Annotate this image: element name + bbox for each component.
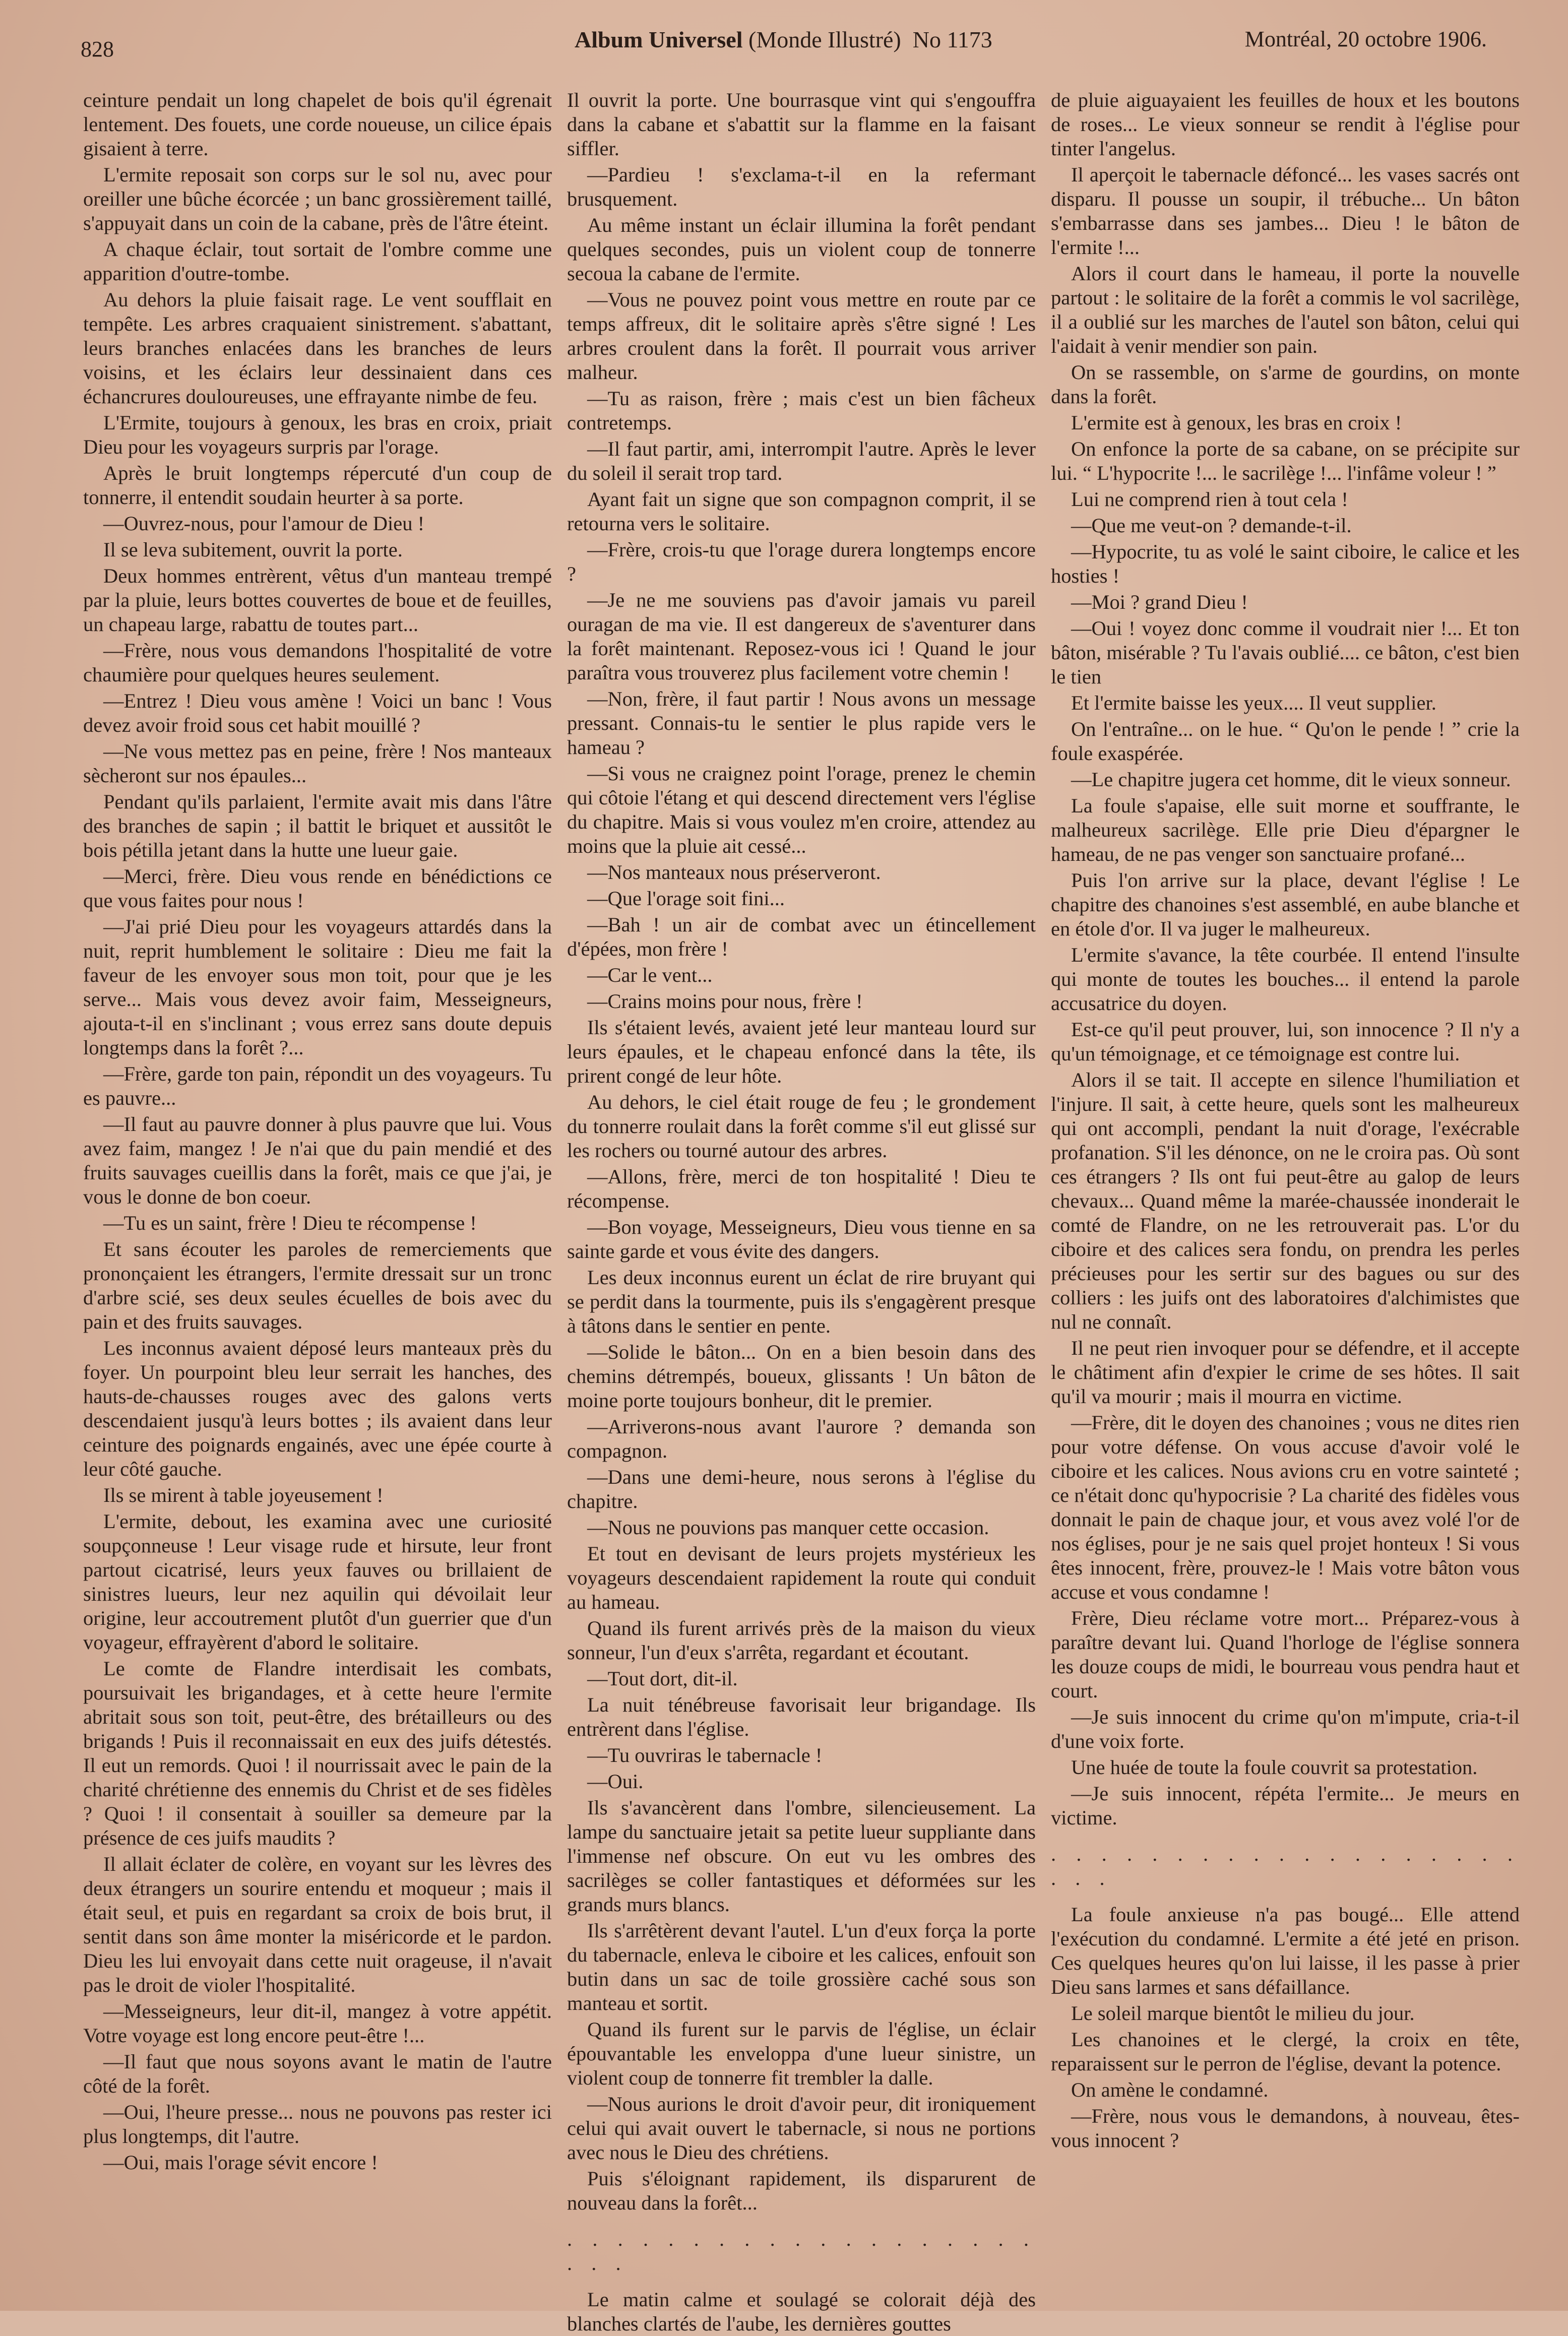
paragraph: —Ouvrez-nous, pour l'amour de Dieu !: [103, 512, 425, 535]
paragraph: Il se leva subitement, ouvrit la porte.: [103, 538, 403, 561]
paragraph: —Bon voyage, Messeigneurs, Dieu vous tienne en sa sainte garde et vous évite des dangers.: [567, 1216, 1036, 1262]
paragraph: —Moi ? grand Dieu !: [1071, 591, 1248, 613]
paragraph: L'ermite, debout, les examina avec une curiosité soupçonneuse ! Leur visage rude et hirsute, leur front partout cicatrisé, leurs yeux fauves ou brillaient de sinistres lueurs, leur nez aquilin qui dévoilait leur origine, leur accoutrement plutôt d'un guerrier que d'un voyageur, effrayèrent d'abord le solitaire.: [83, 1510, 552, 1654]
paragraph: —Je suis innocent du crime qu'on m'impute, cria-t-il d'une voix forte.: [1051, 1706, 1520, 1752]
paragraph: Ayant fait un signe que son compagnon comprit, il se retourna vers le solitaire.: [567, 488, 1036, 535]
paragraph: —Je ne me souviens pas d'avoir jamais vu pareil ouragan de ma vie. Il est dangereux de s'aventurer dans la forêt maintenant. Reposez-vous ici ! Quand le jour paraîtra vous trouverez plus facilement votre chemin !: [567, 589, 1036, 684]
paragraph: Est-ce qu'il peut prouver, lui, son innocence ? Il n'y a qu'un témoignage, et ce témoignage est contre lui.: [1051, 1018, 1520, 1065]
paragraph: —Il faut au pauvre donner à plus pauvre que lui. Vous avez faim, mangez ! Je n'ai que du pain mendié et des fruits sauvages cueillis dans la forêt, mais ce que j'ai, je vous le donne de bon coeur.: [83, 1113, 552, 1208]
paragraph: —Il faut partir, ami, interrompit l'autre. Après le lever du soleil il serait trop tard.: [567, 437, 1036, 484]
paragraph: —Le chapitre jugera cet homme, dit le vieux sonneur.: [1071, 768, 1511, 791]
paragraph: —Entrez ! Dieu vous amène ! Voici un banc ! Vous devez avoir froid sous cet habit mouillé ?: [83, 689, 552, 736]
paragraph: —Frère, dit le doyen des chanoines ; vous ne dites rien pour votre défense. On vous accuse d'avoir volé le ciboire et les calices. Nous avions cru en votre sainteté ; ce n'était donc qu'hypocrisie ? La charité des fidèles vous donnait le pain de chaque jour, et vous avez volé l'or de nos églises, pour je ne sais quel projet honteux ! Si vous êtes innocent, frère, prouvez-le ! Mais votre bâton vous accuse et vous condamne !: [1051, 1411, 1520, 1603]
paragraph: —Non, frère, il faut partir ! Nous avons un message pressant. Connais-tu le sentier le plus rapide vers le hameau ?: [567, 687, 1036, 759]
paragraph: —Nous ne pouvions pas manquer cette occasion.: [587, 1516, 989, 1539]
paragraph: . . . . . . . . . . . . . . . . . . . . . .: [1051, 1843, 1520, 1889]
paragraph: —J'ai prié Dieu pour les voyageurs attardés dans la nuit, reprit humblement le solitaire : Dieu me fait la faveur de les envoyer sous mon toit, pour que je les serve... Mais vous devez avoir faim, Messeigneurs, ajouta-t-il en s'inclinant ; vous errez sans doute depuis longtemps dans la forêt ?...: [83, 915, 552, 1059]
paragraph: Puis l'on arrive sur la place, devant l'église ! Le chapitre des chanoines s'est assemblé, en aube blanche et en étole d'or. Il va juger le malheureux.: [1051, 869, 1520, 940]
paragraph: Et tout en devisant de leurs projets mystérieux les voyageurs descendaient rapidement la route qui conduit au hameau.: [567, 1542, 1036, 1613]
paragraph: On enfonce la porte de sa cabane, on se précipite sur lui. “ L'hypocrite !... le sacrilège !... l'infâme voleur ! ”: [1051, 437, 1520, 484]
paragraph: La nuit ténébreuse favorisait leur brigandage. Ils entrèrent dans l'église.: [567, 1693, 1036, 1740]
paragraph: L'Ermite, toujours à genoux, les bras en croix, priait Dieu pour les voyageurs surpris par l'orage.: [83, 411, 552, 458]
page-header: [81, 26, 1487, 67]
paragraph: —Tu ouvriras le tabernacle !: [587, 1744, 823, 1766]
paragraph: —Frère, crois-tu que l'orage durera longtemps encore ?: [567, 538, 1036, 585]
paragraph: —Nous aurions le droit d'avoir peur, dit ironiquement celui qui avait ouvert le tabernacle, si nous ne portions avec nous le Dieu des chrétiens.: [567, 2093, 1036, 2164]
paragraph: Il allait éclater de colère, en voyant sur les lèvres des deux étrangers un sourire entendu et moqueur ; mais il était seul, et puis en regardant sa croix de bois brut, il sentit dans son âme monter la miséricorde et le pardon. Dieu les lui envoyait dans cette nuit orageuse, il n'avait pas le droit de violer l'hospitalité.: [83, 1853, 552, 1996]
paragraph: Après le bruit longtemps répercuté d'un coup de tonnerre, il entendit soudain heurter à sa porte.: [83, 462, 552, 509]
text-column-1: [83, 88, 552, 2296]
paragraph: —Je suis innocent, répéta l'ermite... Je meurs en victime.: [1051, 1782, 1520, 1829]
paragraph: L'ermite s'avance, la tête courbée. Il entend l'insulte qui monte de toutes les bouches... il entend la parole accusatrice du doyen.: [1051, 943, 1520, 1015]
paragraph: —Dans une demi-heure, nous serons à l'église du chapitre.: [567, 1466, 1036, 1512]
issue-date: Montréal, 20 octobre 1906.: [1244, 27, 1487, 51]
paragraph: —Messeigneurs, leur dit-il, mangez à votre appétit. Votre voyage est long encore peut-être !...: [83, 2000, 552, 2047]
paragraph: Au même instant un éclair illumina la forêt pendant quelques secondes, puis un violent coup de tonnerre secoua la cabane de l'ermite.: [567, 214, 1036, 285]
paragraph: Les inconnus avaient déposé leurs manteaux près du foyer. Un pourpoint bleu leur serrait les hanches, des hauts-de-chausses rouges avec des galons verts descendaient jusqu'à leurs bottes ; ils avaient dans leur ceinture des poignards engainés, avec une épée courte à leur côté gauche.: [83, 1337, 552, 1480]
paragraph: Ils s'avancèrent dans l'ombre, silencieusement. La lampe du sanctuaire jetait sa petite lueur suppliante dans l'immense nef obscure. On eut vu les ombres des sacrilèges se coller fantastiques et déformées sur les grands murs blancs.: [567, 1796, 1036, 1916]
paragraph: —Que me veut-on ? demande-t-il.: [1071, 514, 1352, 537]
paragraph: Ils s'arrêtèrent devant l'autel. L'un d'eux força la porte du tabernacle, enleva le ciboire et les calices, enfouit son butin dans un sac de toile grossière caché sous son manteau et sortit.: [567, 1919, 1036, 2014]
paragraph: —Solide le bâton... On en a bien besoin dans des chemins détrempés, boueux, glissants ! Un bâton de moine porte toujours bonheur, dit le premier.: [567, 1341, 1036, 1412]
paragraph: L'ermite reposait son corps sur le sol nu, avec pour oreiller une bûche écorcée ; un banc grossièrement taillé, s'appuyait dans un coin de la cabane, près de l'âtre éteint.: [83, 163, 552, 234]
paragraph: Le matin calme et soulagé se colorait déjà des blanches clartés de l'aube, les dernières gouttes: [567, 2288, 1036, 2335]
paragraph: L'ermite est à genoux, les bras en croix !: [1071, 411, 1402, 434]
paragraph: —Oui.: [587, 1770, 644, 1793]
paragraph: —Frère, nous vous demandons l'hospitalité de votre chaumière pour quelques heures seulement.: [83, 639, 552, 686]
paragraph: —Frère, nous vous le demandons, à nouveau, êtes-vous innocent ?: [1051, 2105, 1520, 2152]
paragraph: Pendant qu'ils parlaient, l'ermite avait mis dans l'âtre des branches de sapin ; il battit le briquet et aussitôt le bois pétilla jetant dans la hutte une lueur gaie.: [83, 790, 552, 861]
paragraph: Il ouvrit la porte. Une bourrasque vint qui s'engouffra dans la cabane et s'abattit sur la flamme en la faisant siffler.: [567, 89, 1036, 160]
paragraph: —Merci, frère. Dieu vous rende en bénédictions ce que vous faites pour nous !: [83, 865, 552, 912]
paragraph: Alors il court dans le hameau, il porte la nouvelle partout : le solitaire de la forêt a commis le vol sacrilège, il a oublié sur les marches de l'autel son bâton, celui qui l'aidait à venir mendier son pain.: [1051, 262, 1520, 357]
paragraph: —Tu es un saint, frère ! Dieu te récompense !: [103, 1212, 477, 1234]
paragraph: —Hypocrite, tu as volé le saint ciboire, le calice et les hosties !: [1051, 540, 1520, 587]
paragraph: —Bah ! un air de combat avec un étincellement d'épées, mon frère !: [567, 913, 1036, 960]
paragraph: Et l'ermite baisse les yeux.... Il veut supplier.: [1071, 691, 1436, 714]
paragraph: —Allons, frère, merci de ton hospitalité ! Dieu te récompense.: [567, 1165, 1036, 1212]
paragraph: . . . . . . . . . . . . . . . . . . . . . .: [567, 2228, 1036, 2275]
paragraph: Frère, Dieu réclame votre mort... Préparez-vous à paraître devant lui. Quand l'horloge de l'église sonnera les douze coups de midi, le bourreau vous pendra haut et court.: [1051, 1607, 1520, 1702]
paragraph: Les chanoines et le clergé, la croix en tête, reparaissent sur le perron de l'église, devant la potence.: [1051, 2028, 1520, 2075]
issue-number: No 1173: [912, 27, 992, 52]
paragraph: —Tu as raison, frère ; mais c'est un bien fâcheux contretemps.: [567, 387, 1036, 434]
paragraph: —Si vous ne craignez point l'orage, prenez le chemin qui côtoie l'étang et qui descend directement vers l'église du chapitre. Mais si vous voulez m'en croire, attendez au moins que la pluie ait cessé...: [567, 762, 1036, 857]
paragraph: La foule anxieuse n'a pas bougé... Elle attend l'exécution du condamné. L'ermite a été jeté en prison. Ces quelques heures qu'on lui laisse, il les passe à prier Dieu sans larmes et sans défaillance.: [1051, 1903, 1520, 1998]
paragraph: —Oui ! voyez donc comme il voudrait nier !... Et ton bâton, misérable ? Tu l'avais oublié.... ce bâton, c'est bien le tien: [1051, 617, 1520, 688]
paragraph: —Crains moins pour nous, frère !: [587, 990, 863, 1013]
paragraph: —Arriverons-nous avant l'aurore ? demanda son compagnon.: [567, 1415, 1036, 1462]
paragraph: Le comte de Flandre interdisait les combats, poursuivait les brigandages, et à cette heure l'ermite abritait sous son toit, peut-être, des brétailleurs ou des brigands ! Puis il reconnaissait en eux des juifs détestés. Il eut un remords. Quoi ! il nourrissait avec le pain de la charité chrétienne des ennemis du Christ et de ses fidèles ? Quoi ! il consentait à souiller sa demeure par la présence de ces juifs maudits ?: [83, 1657, 552, 1849]
paragraph: Les deux inconnus eurent un éclat de rire bruyant qui se perdit dans la tourmente, puis ils s'engagèrent presque à tâtons dans le sentier en pente.: [567, 1266, 1036, 1337]
paragraph: —Il faut que nous soyons avant le matin de l'autre côté de la forêt.: [83, 2050, 552, 2097]
paragraph: Quand ils furent sur le parvis de l'église, un éclair épouvantable les enveloppa d'une lueur sinistre, un violent coup de tonnerre fit trembler la dalle.: [567, 2018, 1036, 2089]
paragraph: Il aperçoit le tabernacle défoncé... les vases sacrés ont disparu. Il pousse un soupir, il trébuche... Un bâton s'embarrasse dans ses jambes... Dieu ! le bâton de l'ermite !...: [1051, 163, 1520, 259]
paragraph: Ils s'étaient levés, avaient jeté leur manteau lourd sur leurs épaules, et le chapeau enfoncé dans la tête, ils prirent congé de leur hôte.: [567, 1016, 1036, 1087]
paragraph: On se rassemble, on s'arme de gourdins, on monte dans la forêt.: [1051, 361, 1520, 408]
paragraph: Il ne peut rien invoquer pour se défendre, et il accepte le châtiment afin d'expier le crime de ses hôtes. Il sait qu'il va mourir ; mais il mourra en victime.: [1051, 1337, 1520, 1408]
paragraph: de pluie aiguayaient les feuilles de houx et les boutons de roses... Le vieux sonneur se rendit à l'église pour tinter l'angelus.: [1051, 89, 1520, 160]
paragraph: Et sans écouter les paroles de remerciements que prononçaient les étrangers, l'ermite dressait sur un tronc d'arbre scié, ses deux seules écuelles de bois avec du pain et des fruits sauvages.: [83, 1238, 552, 1333]
paragraph: Ils se mirent à table joyeusement !: [103, 1484, 384, 1506]
journal-name: Album Universel: [575, 27, 743, 52]
paragraph: Quand ils furent arrivés près de la maison du vieux sonneur, l'un d'eux s'arrêta, regardant et écoutant.: [567, 1617, 1036, 1664]
paragraph: Une huée de toute la foule couvrit sa protestation.: [1071, 1756, 1478, 1779]
paragraph: —Nos manteaux nous préserveront.: [587, 861, 881, 883]
paragraph: On l'entraîne... on le hue. “ Qu'on le pende ! ” crie la foule exaspérée.: [1051, 718, 1520, 765]
text-column-3: [1051, 88, 1520, 2296]
paragraph: —Ne vous mettez pas en peine, frère ! Nos manteaux sècheront sur nos épaules...: [83, 740, 552, 787]
paragraph: —Oui, l'heure presse... nous ne pouvons pas rester ici plus longtemps, dit l'autre.: [83, 2101, 552, 2148]
journal-note: (Monde Illustré): [748, 27, 901, 52]
paragraph: —Frère, garde ton pain, répondit un des voyageurs. Tu es pauvre...: [83, 1062, 552, 1109]
paragraph: Le soleil marque bientôt le milieu du jour.: [1071, 2002, 1415, 2025]
page-number: 828: [81, 37, 114, 61]
paragraph: —Que l'orage soit fini...: [587, 887, 785, 910]
paragraph: —Tout dort, dit-il.: [587, 1667, 738, 1690]
paragraph: Deux hommes entrèrent, vêtus d'un manteau trempé par la pluie, leurs bottes couvertes de boue et de feuilles, un chapeau large, rabattu de toutes part...: [83, 564, 552, 636]
paragraph: Lui ne comprend rien à tout cela !: [1071, 488, 1348, 511]
paragraph: —Oui, mais l'orage sévit encore !: [103, 2151, 378, 2174]
paragraph: La foule s'apaise, elle suit morne et souffrante, le malheureux sacrilège. Elle prie Dieu d'épargner le hameau, de ne pas venger son sanctuaire profané...: [1051, 794, 1520, 865]
paragraph: A chaque éclair, tout sortait de l'ombre comme une apparition d'outre-tombe.: [83, 238, 552, 285]
journal-title: [575, 26, 992, 53]
paragraph: ceinture pendait un long chapelet de bois qu'il égrenait lentement. Des fouets, une corde noueuse, un cilice épais gisaient à terre.: [83, 89, 552, 160]
paragraph: —Pardieu ! s'exclama-t-il en la refermant brusquement.: [567, 163, 1036, 210]
paragraph: —Vous ne pouvez point vous mettre en route par ce temps affreux, dit le solitaire après s'être signé ! Les arbres croulent dans la forêt. Il pourrait vous arriver malheur.: [567, 288, 1036, 384]
paragraph: On amène le condamné.: [1071, 2078, 1269, 2101]
paragraph: Au dehors, le ciel était rouge de feu ; le grondement du tonnerre roulait dans la forêt comme s'il eut glissé sur les rochers ou tourné autour des arbres.: [567, 1091, 1036, 1162]
paragraph: Au dehors la pluie faisait rage. Le vent soufflait en tempête. Les arbres craquaient sinistrement. s'abattant, leurs branches enlacées dans les branches de leurs voisins, et les éclairs leur dessinaient dans ces échancrures douloureuses, une effrayante nimbe de feu.: [83, 288, 552, 408]
paragraph: —Car le vent...: [587, 964, 713, 986]
text-column-2: [567, 88, 1036, 2335]
paragraph: Alors il se tait. Il accepte en silence l'humiliation et l'injure. Il sait, à cette heure, quels sont les malheureux qui ont accompli, pendant la nuit d'orage, l'exécrable profanation. S'il les dénonce, on ne le croira pas. Où sont ces étrangers ? Ils ont fui peut-être au galop de leurs chevaux... Quand même la marée-chaussée inonderait le comté de Flandre, on ne les retrouverait pas. L'or du ciboire et des calices sera fondu, on prendra les perles précieuses pour les sertir sur des bagues ou sur des colliers : les juifs ont des laboratoires d'alchimistes que nul ne connaît.: [1051, 1068, 1520, 1333]
paragraph: Puis s'éloignant rapidement, ils disparurent de nouveau dans la forêt...: [567, 2167, 1036, 2214]
